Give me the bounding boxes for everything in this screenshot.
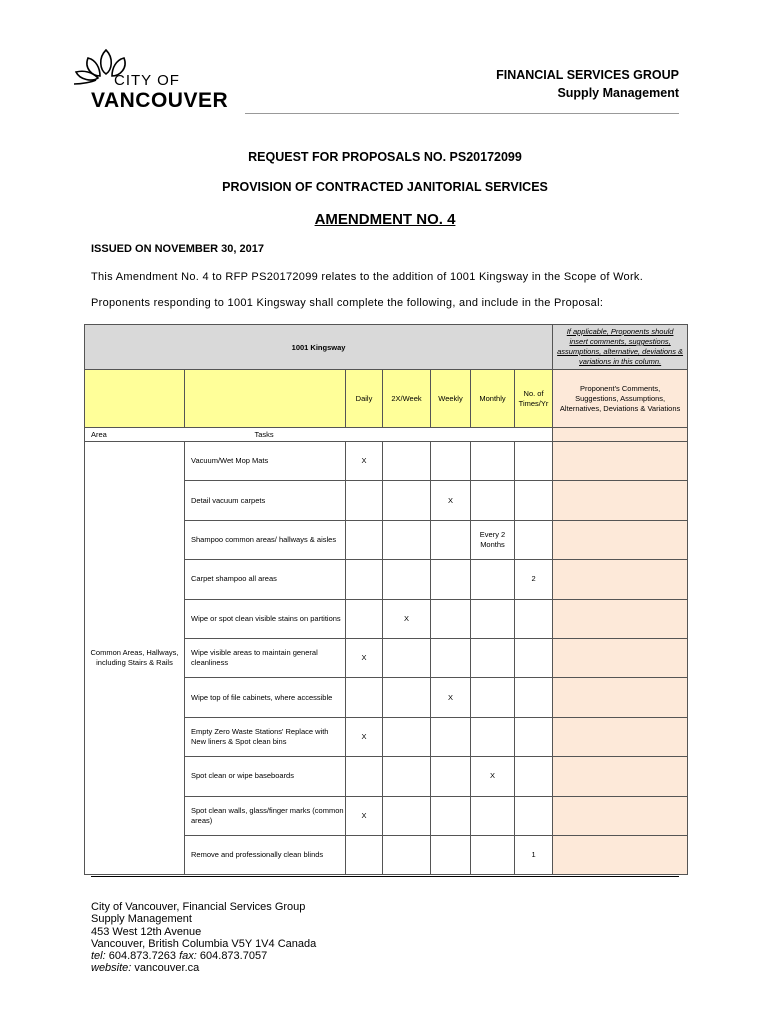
table-row — [85, 442, 688, 481]
twice-week-cell — [383, 560, 431, 599]
twice-week-cell — [383, 796, 431, 835]
task-cell: Shampoo common areas/ hallways & aisles — [185, 520, 346, 559]
col-times-per-year: No. of Times/Yr — [515, 370, 553, 428]
comments-input-cell[interactable] — [553, 796, 688, 835]
daily-cell — [346, 678, 383, 717]
monthly-cell — [471, 638, 515, 677]
monthly-cell — [471, 481, 515, 520]
blank-header — [185, 370, 346, 428]
weekly-cell: X — [431, 678, 471, 717]
header-divider — [245, 113, 679, 114]
col-comments: Proponent's Comments, Suggestions, Assumptions, Alternatives, Deviations & Variations — [553, 370, 688, 428]
task-cell: Detail vacuum carpets — [185, 481, 346, 520]
task-cell: Wipe top of file cabinets, where accessible — [185, 678, 346, 717]
daily-cell: X — [346, 638, 383, 677]
web-link[interactable]: vancouver.ca — [134, 962, 200, 975]
footer-contact — [91, 950, 316, 962]
task-cell: Spot clean or wipe baseboards — [185, 757, 346, 796]
times-per-year-cell — [515, 717, 553, 756]
tel-value: 604.873.7263 — [108, 950, 177, 963]
comments-input-cell[interactable] — [553, 520, 688, 559]
monthly-cell — [471, 717, 515, 756]
comments-input-cell[interactable] — [553, 678, 688, 717]
times-per-year-cell: 1 — [515, 835, 553, 874]
comments-input-cell[interactable] — [553, 442, 688, 481]
monthly-cell — [471, 796, 515, 835]
weekly-cell — [431, 757, 471, 796]
times-per-year-cell — [515, 638, 553, 677]
times-per-year-cell — [515, 599, 553, 638]
daily-cell — [346, 520, 383, 559]
daily-cell — [346, 757, 383, 796]
header-department — [496, 66, 679, 102]
task-cell: Carpet shampoo all areas — [185, 560, 346, 599]
footer-line: Supply Management — [91, 913, 192, 926]
tasks-header: Tasks — [185, 428, 553, 442]
twice-week-cell: X — [383, 599, 431, 638]
comments-input-cell[interactable] — [553, 560, 688, 599]
twice-week-cell — [383, 717, 431, 756]
fax-value: 604.873.7057 — [199, 950, 268, 963]
fax-label: fax: — [179, 950, 197, 963]
daily-cell: X — [346, 717, 383, 756]
instruction-paragraph: Proponents responding to 1001 Kingsway shall complete the following, and include in the Proposal: — [91, 297, 604, 309]
city-logo — [66, 44, 246, 116]
task-cell: Vacuum/Wet Mop Mats — [185, 442, 346, 481]
monthly-cell — [471, 835, 515, 874]
task-cell: Spot clean walls, glass/finger marks (common areas) — [185, 796, 346, 835]
issued-date: ISSUED ON NOVEMBER 30, 2017 — [91, 243, 265, 255]
comments-note: If applicable, Proponents should insert comments, suggestions, assumptions, alternative, deviations & variations in this column. — [553, 325, 688, 370]
times-per-year-cell: 2 — [515, 560, 553, 599]
twice-week-cell — [383, 678, 431, 717]
footer-line: City of Vancouver, Financial Services Group — [91, 901, 306, 913]
col-2x-week: 2X/Week — [383, 370, 431, 428]
col-weekly: Weekly — [431, 370, 471, 428]
area-header: Area — [85, 428, 185, 442]
task-cell: Wipe visible areas to maintain general cleanliness — [185, 638, 346, 677]
weekly-cell — [431, 835, 471, 874]
weekly-cell — [431, 442, 471, 481]
weekly-cell — [431, 638, 471, 677]
weekly-cell — [431, 520, 471, 559]
twice-week-cell — [383, 481, 431, 520]
monthly-cell — [471, 678, 515, 717]
weekly-cell: X — [431, 481, 471, 520]
logo-vancouver: VANCOUVER — [91, 89, 229, 112]
footer-address — [91, 901, 316, 975]
daily-cell — [346, 599, 383, 638]
provision-title: PROVISION OF CONTRACTED JANITORIAL SERVICES — [222, 180, 548, 194]
comments-input-cell[interactable] — [553, 481, 688, 520]
comments-input-cell[interactable] — [553, 717, 688, 756]
area-cell: Common Areas, Hallways, including Stairs & Rails — [85, 442, 185, 875]
comments-input-cell[interactable] — [553, 599, 688, 638]
comments-input-cell[interactable] — [553, 757, 688, 796]
twice-week-cell — [383, 757, 431, 796]
times-per-year-cell — [515, 796, 553, 835]
comments-cell — [553, 428, 688, 442]
tel-label: tel: — [91, 950, 106, 963]
monthly-cell: Every 2 Months — [471, 520, 515, 559]
footer-line: 453 West 12th Avenue — [91, 925, 202, 938]
weekly-cell — [431, 560, 471, 599]
footer-divider — [91, 876, 679, 877]
web-label: website: — [91, 962, 132, 975]
times-per-year-cell — [515, 678, 553, 717]
site-header: 1001 Kingsway — [85, 325, 553, 370]
daily-cell: X — [346, 796, 383, 835]
task-cell: Empty Zero Waste Stations' Replace with New liners & Spot clean bins — [185, 717, 346, 756]
task-cell: Remove and professionally clean blinds — [185, 835, 346, 874]
task-cell: Wipe or spot clean visible stains on partitions — [185, 599, 346, 638]
footer-line: Vancouver, British Columbia V5Y 1V4 Canada — [91, 937, 317, 950]
weekly-cell — [431, 796, 471, 835]
footer-web — [91, 962, 316, 974]
col-daily: Daily — [346, 370, 383, 428]
header-group: FINANCIAL SERVICES GROUP — [496, 68, 679, 82]
col-monthly: Monthly — [471, 370, 515, 428]
daily-cell — [346, 481, 383, 520]
amendment-title: AMENDMENT NO. 4 — [314, 211, 456, 228]
twice-week-cell — [383, 442, 431, 481]
daily-cell: X — [346, 442, 383, 481]
blank-header — [85, 370, 185, 428]
monthly-cell: X — [471, 757, 515, 796]
daily-cell — [346, 560, 383, 599]
rfp-title: REQUEST FOR PROPOSALS NO. PS20172099 — [248, 150, 522, 164]
daily-cell — [346, 835, 383, 874]
services-table — [84, 324, 688, 875]
intro-paragraph: This Amendment No. 4 to RFP PS20172099 relates to the addition of 1001 Kingsway in the Scope of Work. — [91, 271, 644, 283]
times-per-year-cell — [515, 481, 553, 520]
twice-week-cell — [383, 520, 431, 559]
weekly-cell — [431, 599, 471, 638]
monthly-cell — [471, 599, 515, 638]
monthly-cell — [471, 442, 515, 481]
comments-input-cell[interactable] — [553, 638, 688, 677]
twice-week-cell — [383, 638, 431, 677]
times-per-year-cell — [515, 757, 553, 796]
twice-week-cell — [383, 835, 431, 874]
weekly-cell — [431, 717, 471, 756]
monthly-cell — [471, 560, 515, 599]
times-per-year-cell — [515, 442, 553, 481]
times-per-year-cell — [515, 520, 553, 559]
header-dept: Supply Management — [557, 86, 679, 100]
logo-city-of: CITY OF — [114, 72, 180, 89]
comments-input-cell[interactable] — [553, 835, 688, 874]
